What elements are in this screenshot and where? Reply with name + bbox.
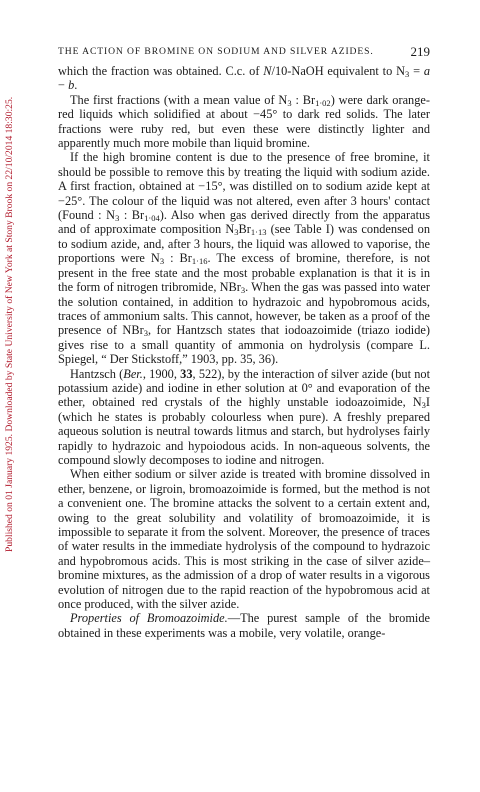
- text-run: , 522), by the interaction of silver azide (but not potassium azide) and iodine in ether solution at 0° and evaporation of the ether, obtained red crystals of the highly unstable iodoazoimide, N: [58, 366, 431, 410]
- text-run: −: [58, 78, 69, 93]
- paragraph: [58, 367, 430, 468]
- text-run: , 1900,: [142, 366, 181, 381]
- download-watermark: Published on 01 January 1925. Downloaded by State University of New York at Stony Brook on 22/10/2014 18:30:25.: [4, 96, 15, 552]
- text-run: The first fractions (with a mean value of N: [70, 92, 288, 107]
- subscript: 3: [421, 400, 426, 411]
- italic-text: N: [263, 64, 272, 78]
- text-run: When either sodium or silver azide is treated with bromine dissolved in ether, benzene, or ligroin, bromoazoimide is formed, but the method is not a convenient one. The bromine attacks the solvent to a certain extent and, owing to the great solubility and volatility of bromoazoimide, it is impossible to separate it from the solvent. Moreover, the presence of traces of water results in the immediate hydrolysis of the compound to hydrazoic and hypobromous acids. This is most striking in the case of silver azide–bromine mixtures, as the admission of a drop of water results in a vigorous evolution of nitrogen due to the rapid reaction of the hypobromous acid at once produced, with the silver azide.: [58, 467, 430, 612]
- paragraph: [58, 467, 430, 611]
- text-run: ) were dark orange-red liquids which solidified at about −45° to dark red solids. The later fractions were ruby red, but even these were distinctly lighter and apparently much more mobile than liquid bromine.: [58, 92, 430, 151]
- subscript: 3: [405, 69, 410, 79]
- article-body: [58, 64, 430, 640]
- bold-text: 33: [180, 366, 193, 381]
- text-run: /10-NaOH equivalent to N: [271, 64, 405, 78]
- text-run: If the high bromine content is due to the presence of free bromine, it should be possible to remove this by treating the liquid with sodium azide. A first fraction, obtained at −15°, was distilled on to sodium azide kept at −25°. The colour of the liquid was not altered, even after 3 hours' contact (Found : N: [58, 150, 430, 223]
- text-run: ). Also when gas derived directly from the apparatus and of approximate composition N: [58, 208, 431, 237]
- italic-text: Ber.: [123, 366, 143, 381]
- subscript: 1·02: [315, 97, 331, 108]
- paragraph: [58, 611, 430, 640]
- text-run: . The excess of bromine, therefore, is not present in the free state and the most probable explanation is that it is in the form of nitrogen tribromide, NBr: [58, 251, 431, 295]
- running-head-title: THE ACTION OF BROMINE ON SODIUM AND SILVER AZIDES.: [58, 46, 374, 57]
- subscript: 3: [287, 97, 292, 108]
- subscript: 3: [159, 256, 165, 267]
- subscript: 1·13: [250, 227, 267, 238]
- text-run: .: [74, 78, 78, 93]
- subscript: 3: [234, 227, 239, 238]
- subscript: 3: [240, 285, 246, 296]
- text-run: : Br: [291, 92, 316, 107]
- text-run: Hantzsch (: [70, 366, 124, 381]
- text-run: —The purest sample of the bromide obtained in these experiments was a mobile, very volatile, orange-: [58, 611, 431, 640]
- text-run: . When the gas was passed into water the solution contained, in addition to hydrazoic and hypobromous acids, traces of ammonium salts. This cannot, however, be taken as a proof of the presence of NBr: [58, 280, 431, 338]
- text-run: =: [409, 64, 424, 78]
- subscript: 1·16: [191, 256, 208, 267]
- text-run: : Br: [119, 208, 145, 223]
- subscript: 3: [143, 328, 148, 339]
- text-run: , for Hantzsch states that iodoazoimide (triazo iodide) gives rise to a small quantity of ammonia on hydrolysis (compare L. Spiegel, “ Der Stickstoff,” 1903, pp. 35, 36).: [58, 323, 430, 367]
- italic-text: a: [423, 64, 431, 78]
- page-number: 219: [410, 44, 430, 59]
- italic-text: b: [68, 78, 75, 93]
- italic-text: Properties of Bromoazoimide.: [70, 611, 228, 626]
- text-run: : Br: [164, 251, 192, 266]
- paragraph: [58, 93, 430, 151]
- subscript: 3: [115, 213, 120, 224]
- text-run: Br: [238, 222, 251, 237]
- paragraph: [58, 64, 430, 93]
- running-head: [58, 44, 430, 62]
- text-run: which the fraction was obtained. C.c. of: [58, 64, 264, 78]
- subscript: 1·04: [144, 213, 160, 224]
- text-run: (see Table I) was condensed on to sodium azide, and, after 3 hours, the liquid was allowed to vaporise, the proportions were N: [58, 222, 431, 266]
- text-run: I (which he states is probably colourless when pure). A freshly prepared aqueous solution is neutral towards litmus and starch, but hydrolyses fairly rapidly to hydrazoic and hypoiodous acids. In non-aqueous solvents, the compound slowly decomposes to iodine and nitrogen.: [58, 395, 430, 467]
- paragraph: [58, 150, 430, 366]
